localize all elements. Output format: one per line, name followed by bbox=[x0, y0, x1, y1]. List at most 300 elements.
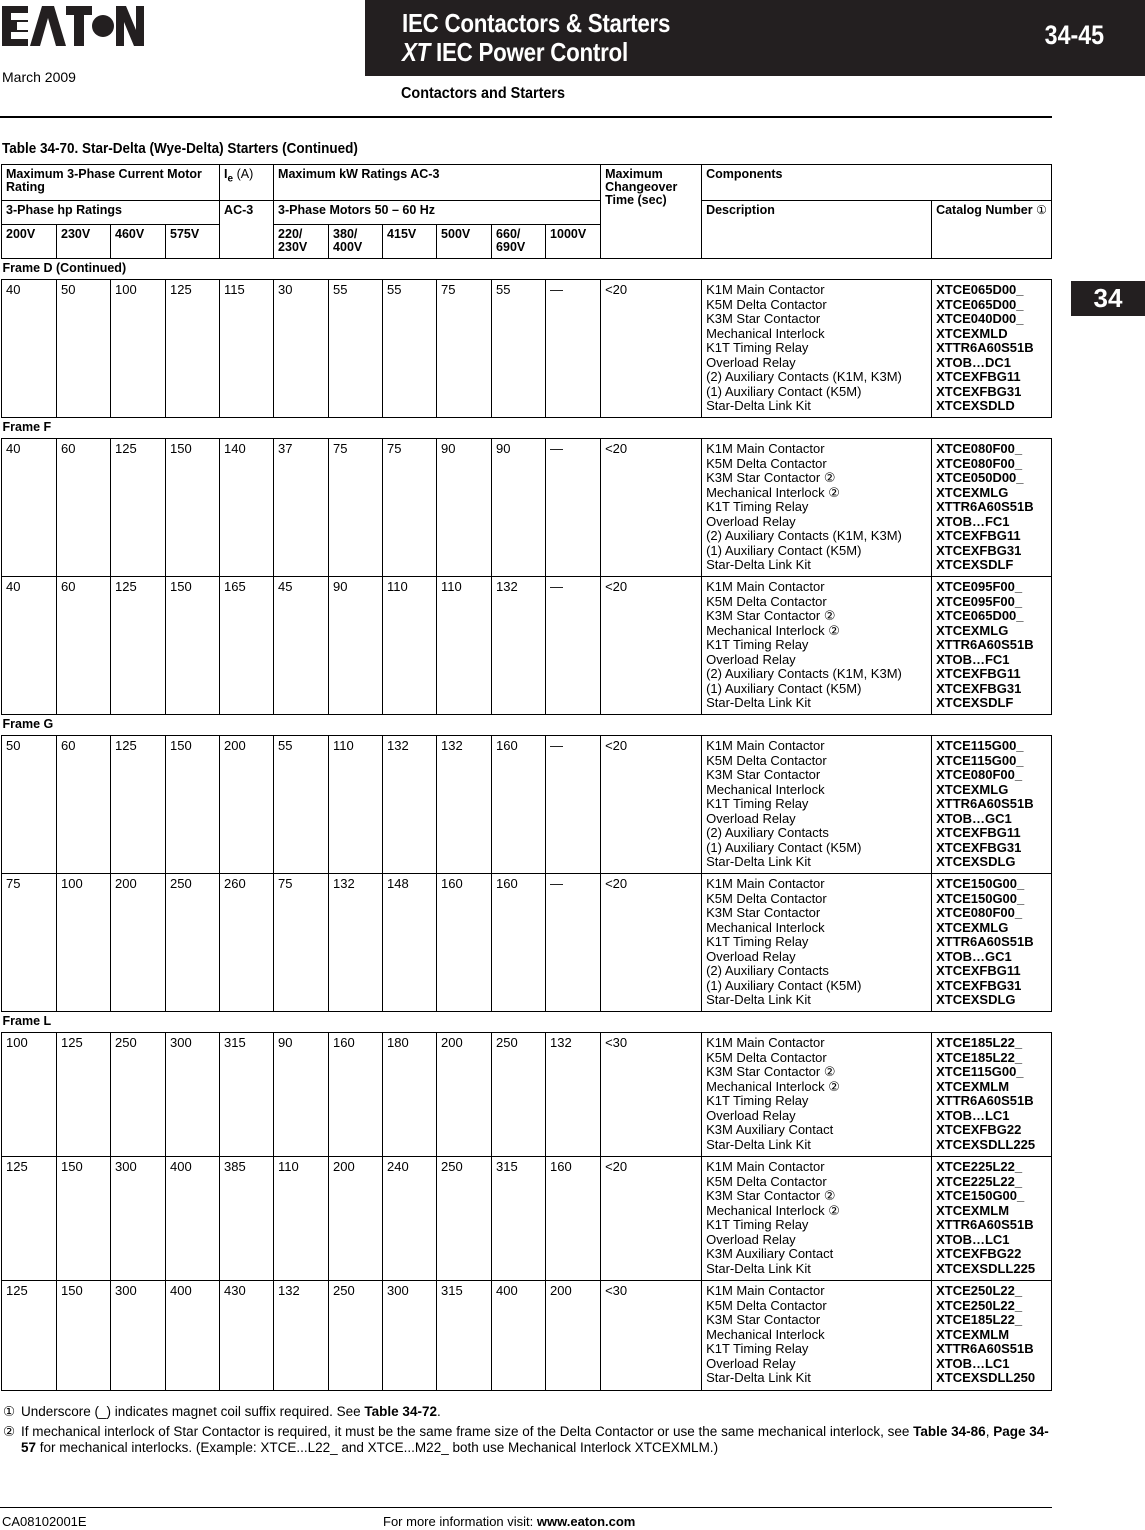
catalog-number: XTCEXFBG11 bbox=[936, 825, 1021, 840]
catalog-number: XTTR6A60S51B bbox=[936, 934, 1034, 949]
table-cell: 55 bbox=[492, 280, 546, 418]
table-cell: 50 bbox=[2, 736, 57, 874]
description-line: K5M Delta Contactor bbox=[706, 1049, 827, 1065]
description-line: Mechanical Interlock ② bbox=[706, 1078, 840, 1094]
description-line: K3M Star Contactor ② bbox=[706, 1064, 836, 1079]
header-500v: 500V bbox=[437, 225, 492, 259]
header-200v: 200V bbox=[2, 225, 57, 259]
table-cell: <30 bbox=[601, 1281, 702, 1391]
catalog-number: XTCEXSDLL225 bbox=[936, 1260, 1036, 1276]
table-body bbox=[2, 259, 1052, 1391]
header-motors: 3-Phase Motors 50 – 60 Hz bbox=[274, 201, 601, 225]
table-cell: 315 bbox=[492, 1157, 546, 1281]
catalog-numbers bbox=[932, 577, 1052, 715]
page-number: 34-45 bbox=[1044, 20, 1104, 50]
table-cell: 160 bbox=[492, 736, 546, 874]
description-line: (1) Auxiliary Contact (K5M) bbox=[706, 542, 862, 558]
table-cell: 240 bbox=[383, 1157, 437, 1281]
description-line: K1M Main Contactor bbox=[706, 1035, 825, 1050]
catalog-number: XTOB…LC1 bbox=[936, 1107, 1010, 1123]
footnote-2: ② If mechanical interlock of Star Contactor is required, it must be the same frame size of the Delta Contactor or use the same mechanical interlock, see Table 34-86, Page 34-57 for mechanical interlocks. (Example: XTCE...L22_ and XTCE...M22_ both use Mechanical Interlock XTCEXMLM.) bbox=[3, 1423, 1049, 1455]
table-cell: — bbox=[546, 577, 601, 715]
table-cell: 132 bbox=[274, 1281, 329, 1391]
catalog-number: XTCE040D00_ bbox=[936, 311, 1024, 326]
table-cell: 250 bbox=[492, 1033, 546, 1157]
description-line: K1T Timing Relay bbox=[706, 340, 809, 355]
description-line: Star-Delta Link Kit bbox=[706, 1136, 811, 1152]
header-max-current: Maximum 3-Phase Current Motor Rating bbox=[2, 165, 220, 201]
catalog-number: XTCEXSDLF bbox=[936, 557, 1014, 572]
catalog-number: XTCEXSDLF bbox=[936, 695, 1014, 710]
component-description bbox=[702, 1157, 932, 1281]
catalog-number: XTOB…LC1 bbox=[936, 1355, 1010, 1371]
description-line: K1M Main Contactor bbox=[706, 1283, 825, 1298]
header-components: Components bbox=[702, 165, 1052, 201]
table-cell: 40 bbox=[2, 577, 57, 715]
table-cell: 150 bbox=[166, 439, 220, 577]
table-row bbox=[2, 1281, 1052, 1391]
catalog-number: XTCEXSDLL225 bbox=[936, 1136, 1036, 1152]
table-cell: 110 bbox=[329, 736, 383, 874]
catalog-number: XTCEXMLM bbox=[936, 1326, 1010, 1342]
table-cell: 132 bbox=[492, 577, 546, 715]
description-line: K5M Delta Contactor bbox=[706, 455, 827, 471]
description-line: K1T Timing Relay bbox=[706, 499, 809, 514]
table-cell: 250 bbox=[111, 1033, 166, 1157]
table-cell: 115 bbox=[220, 280, 274, 418]
description-line: K3M Star Contactor ② bbox=[706, 470, 836, 485]
table-cell: 37 bbox=[274, 439, 329, 577]
table-cell: 150 bbox=[166, 577, 220, 715]
description-line: (2) Auxiliary Contacts (K1M, K3M) bbox=[706, 528, 902, 543]
doc-number: CA08102001E bbox=[2, 1514, 87, 1529]
starters-table bbox=[1, 164, 1052, 1391]
table-cell: 300 bbox=[166, 1033, 220, 1157]
catalog-number: XTCE150G00_ bbox=[936, 1188, 1025, 1203]
catalog-number: XTTR6A60S51B bbox=[936, 1341, 1034, 1356]
table-cell: 132 bbox=[329, 874, 383, 1012]
frame-label: Frame L bbox=[2, 1012, 1052, 1033]
catalog-numbers bbox=[932, 736, 1052, 874]
description-line: (2) Auxiliary Contacts bbox=[706, 825, 829, 840]
description-line: Mechanical Interlock ② bbox=[706, 1202, 840, 1218]
description-line: K5M Delta Contactor bbox=[706, 752, 827, 768]
section-tab: 34 bbox=[1071, 281, 1145, 316]
catalog-number: XTOB…FC1 bbox=[936, 513, 1010, 529]
table-cell: — bbox=[546, 874, 601, 1012]
header-changeover: Maximum Changeover Time (sec) bbox=[601, 165, 702, 259]
table-cell: <20 bbox=[601, 1157, 702, 1281]
table-row bbox=[2, 280, 1052, 418]
header-380-400v: 380/ 400V bbox=[329, 225, 383, 259]
table-cell: 160 bbox=[329, 1033, 383, 1157]
table-cell: 45 bbox=[274, 577, 329, 715]
catalog-number: XTCEXFBG31 bbox=[936, 977, 1022, 993]
catalog-number: XTCEXFBG22 bbox=[936, 1246, 1022, 1261]
description-line: (2) Auxiliary Contacts (K1M, K3M) bbox=[706, 666, 902, 681]
title-line-2 bbox=[402, 37, 628, 68]
frame-label-row bbox=[2, 259, 1052, 280]
header-660-690v: 660/ 690V bbox=[492, 225, 546, 259]
table-cell: 200 bbox=[437, 1033, 492, 1157]
table-cell: 110 bbox=[274, 1157, 329, 1281]
footer-info: For more information visit: www.eaton.com bbox=[383, 1514, 636, 1529]
description-line: (1) Auxiliary Contact (K5M) bbox=[706, 977, 862, 993]
footnotes bbox=[2, 1404, 1050, 1460]
catalog-number: XTCEXFBG31 bbox=[936, 680, 1022, 696]
description-line: K1M Main Contactor bbox=[706, 441, 825, 456]
table-cell: 100 bbox=[57, 874, 111, 1012]
table-cell: 55 bbox=[329, 280, 383, 418]
table-cell: 150 bbox=[57, 1281, 111, 1391]
catalog-number: XTCEXFBG11 bbox=[936, 369, 1021, 384]
catalog-number: XTTR6A60S51B bbox=[936, 340, 1034, 355]
table-cell: 60 bbox=[57, 577, 111, 715]
title-line-1: IEC Contactors & Starters bbox=[402, 8, 671, 38]
description-line: K5M Delta Contactor bbox=[706, 890, 827, 906]
table-row bbox=[2, 736, 1052, 874]
table-cell: 50 bbox=[57, 280, 111, 418]
table-cell: 90 bbox=[274, 1033, 329, 1157]
table-cell: <20 bbox=[601, 874, 702, 1012]
table-cell: 160 bbox=[437, 874, 492, 1012]
header-415v: 415V bbox=[383, 225, 437, 259]
table-cell: 132 bbox=[546, 1033, 601, 1157]
catalog-number: XTCE080F00_ bbox=[936, 441, 1023, 456]
catalog-number: XTCE065D00_ bbox=[936, 282, 1024, 297]
catalog-number: XTCEXFBG31 bbox=[936, 383, 1022, 399]
table-cell: 125 bbox=[111, 577, 166, 715]
description-line: K1T Timing Relay bbox=[706, 934, 809, 949]
frame-label-row bbox=[2, 1012, 1052, 1033]
table-row bbox=[2, 1033, 1052, 1157]
description-line: Mechanical Interlock bbox=[706, 1326, 825, 1342]
catalog-number: XTCE225L22_ bbox=[936, 1173, 1023, 1189]
table-cell: 160 bbox=[546, 1157, 601, 1281]
catalog-number: XTTR6A60S51B bbox=[936, 499, 1034, 514]
header-ac3: AC-3 bbox=[220, 201, 274, 259]
table-cell: 125 bbox=[2, 1281, 57, 1391]
description-line: K5M Delta Contactor bbox=[706, 1173, 827, 1189]
table-cell: 40 bbox=[2, 280, 57, 418]
table-cell: 150 bbox=[57, 1157, 111, 1281]
catalog-number: XTCEXMLD bbox=[936, 325, 1008, 341]
description-line: K3M Star Contactor bbox=[706, 905, 821, 920]
description-line: Mechanical Interlock bbox=[706, 325, 825, 341]
table-cell: 90 bbox=[329, 577, 383, 715]
catalog-number: XTCE115G00_ bbox=[936, 1064, 1024, 1079]
table-cell: <20 bbox=[601, 736, 702, 874]
table-cell: — bbox=[546, 280, 601, 418]
catalog-number: XTCEXSDLD bbox=[936, 398, 1015, 413]
description-line: K5M Delta Contactor bbox=[706, 1297, 827, 1313]
description-line: K1M Main Contactor bbox=[706, 1159, 825, 1174]
table-row bbox=[2, 1157, 1052, 1281]
description-line: K1T Timing Relay bbox=[706, 1093, 809, 1108]
table-cell: 75 bbox=[2, 874, 57, 1012]
catalog-number: XTTR6A60S51B bbox=[936, 637, 1034, 652]
table-cell: 100 bbox=[2, 1033, 57, 1157]
eaton-logo bbox=[2, 6, 144, 46]
catalog-number: XTCE250L22_ bbox=[936, 1297, 1023, 1313]
table-cell: 180 bbox=[383, 1033, 437, 1157]
table-cell: 75 bbox=[274, 874, 329, 1012]
description-line: K5M Delta Contactor bbox=[706, 296, 827, 312]
catalog-number: XTCEXSDLL250 bbox=[936, 1370, 1036, 1385]
catalog-number: XTCE095F00_ bbox=[936, 593, 1023, 609]
catalog-numbers bbox=[932, 280, 1052, 418]
table-cell: 200 bbox=[546, 1281, 601, 1391]
component-description bbox=[702, 736, 932, 874]
catalog-number: XTCEXMLG bbox=[936, 781, 1009, 797]
description-line: Star-Delta Link Kit bbox=[706, 854, 811, 869]
catalog-number: XTCEXFBG31 bbox=[936, 839, 1022, 855]
header-max-kw: Maximum kW Ratings AC-3 bbox=[274, 165, 601, 201]
table-cell: 110 bbox=[437, 577, 492, 715]
catalog-number: XTCEXSDLG bbox=[936, 854, 1016, 869]
description-line: Mechanical Interlock bbox=[706, 919, 825, 935]
table-cell: 75 bbox=[383, 439, 437, 577]
catalog-number: XTCE065D00_ bbox=[936, 608, 1024, 623]
title-block bbox=[365, 0, 1145, 76]
description-line: Star-Delta Link Kit bbox=[706, 557, 811, 572]
subsection-title: Contactors and Starters bbox=[401, 85, 566, 102]
description-line: Star-Delta Link Kit bbox=[706, 398, 811, 413]
description-line: Star-Delta Link Kit bbox=[706, 992, 811, 1007]
catalog-number: XTCE150G00_ bbox=[936, 890, 1025, 906]
table-cell: 60 bbox=[57, 439, 111, 577]
table-cell: 385 bbox=[220, 1157, 274, 1281]
header-rule bbox=[0, 116, 1052, 118]
table-cell: 60 bbox=[57, 736, 111, 874]
table-cell: 125 bbox=[111, 736, 166, 874]
catalog-number: XTCEXMLG bbox=[936, 484, 1009, 500]
catalog-number: XTTR6A60S51B bbox=[936, 1217, 1034, 1232]
component-description bbox=[702, 1281, 932, 1391]
publication-date: March 2009 bbox=[2, 69, 76, 85]
description-line: (1) Auxiliary Contact (K5M) bbox=[706, 680, 862, 696]
catalog-number: XTCE185L22_ bbox=[936, 1035, 1023, 1050]
description-line: Overload Relay bbox=[706, 1107, 796, 1123]
table-cell: 400 bbox=[166, 1157, 220, 1281]
table-cell: 260 bbox=[220, 874, 274, 1012]
table-cell: 165 bbox=[220, 577, 274, 715]
catalog-number: XTCEXFBG11 bbox=[936, 963, 1021, 978]
catalog-number: XTCE080F00_ bbox=[936, 905, 1023, 920]
description-line: K3M Star Contactor ② bbox=[706, 1188, 836, 1203]
table-cell: 132 bbox=[383, 736, 437, 874]
table-cell: 250 bbox=[166, 874, 220, 1012]
frame-label: Frame D (Continued) bbox=[2, 259, 1052, 280]
footer-link[interactable]: www.eaton.com bbox=[536, 1514, 636, 1529]
catalog-numbers bbox=[932, 1033, 1052, 1157]
table-cell: 200 bbox=[329, 1157, 383, 1281]
component-description bbox=[702, 577, 932, 715]
catalog-number: XTCE225L22_ bbox=[936, 1159, 1023, 1174]
table-cell: 315 bbox=[220, 1033, 274, 1157]
catalog-number: XTCE050D00_ bbox=[936, 470, 1024, 485]
catalog-number: XTCE185L22_ bbox=[936, 1049, 1023, 1065]
footer-rule bbox=[0, 1507, 1052, 1508]
catalog-number: XTCE115G00_ bbox=[936, 738, 1024, 753]
description-line: K5M Delta Contactor bbox=[706, 593, 827, 609]
table-cell: 250 bbox=[437, 1157, 492, 1281]
description-line: Overload Relay bbox=[706, 1231, 796, 1247]
catalog-number: XTCE080F00_ bbox=[936, 455, 1023, 471]
description-line: K3M Star Contactor bbox=[706, 767, 821, 782]
header-catalog: Catalog Number ① bbox=[932, 201, 1052, 259]
catalog-numbers bbox=[932, 439, 1052, 577]
catalog-number: XTCEXFBG11 bbox=[936, 666, 1021, 681]
description-line: K1T Timing Relay bbox=[706, 637, 809, 652]
catalog-number: XTCEXSDLG bbox=[936, 992, 1016, 1007]
catalog-number: XTOB…GC1 bbox=[936, 948, 1012, 964]
catalog-number: XTCE150G00_ bbox=[936, 876, 1025, 891]
footnote-2-mark: ② bbox=[3, 1423, 16, 1439]
table-cell: <30 bbox=[601, 1033, 702, 1157]
frame-label: Frame F bbox=[2, 418, 1052, 439]
description-line: K3M Star Contactor bbox=[706, 311, 821, 326]
catalog-number: XTCE080F00_ bbox=[936, 767, 1023, 782]
table-cell: 250 bbox=[329, 1281, 383, 1391]
component-description bbox=[702, 874, 932, 1012]
frame-label-row bbox=[2, 715, 1052, 736]
table-cell: 100 bbox=[111, 280, 166, 418]
table-row bbox=[2, 874, 1052, 1012]
table-cell: 300 bbox=[383, 1281, 437, 1391]
catalog-number: XTCEXMLG bbox=[936, 919, 1009, 935]
description-line: K3M Auxiliary Contact bbox=[706, 1122, 834, 1137]
catalog-number: XTCE065D00_ bbox=[936, 296, 1024, 312]
table-cell: — bbox=[546, 736, 601, 874]
table-cell: 55 bbox=[383, 280, 437, 418]
catalog-number: XTTR6A60S51B bbox=[936, 796, 1034, 811]
catalog-number: XTCE250L22_ bbox=[936, 1283, 1023, 1298]
header-220-230v: 220/ 230V bbox=[274, 225, 329, 259]
catalog-number: XTCEXMLG bbox=[936, 622, 1009, 638]
table-cell: 148 bbox=[383, 874, 437, 1012]
description-line: K1M Main Contactor bbox=[706, 282, 825, 297]
catalog-number: XTOB…DC1 bbox=[936, 354, 1011, 370]
description-line: K1M Main Contactor bbox=[706, 876, 825, 891]
table-cell: 132 bbox=[437, 736, 492, 874]
description-line: Star-Delta Link Kit bbox=[706, 1370, 811, 1385]
catalog-number: XTCEXMLM bbox=[936, 1202, 1010, 1218]
footnote-1: ① Underscore (_) indicates magnet coil suffix required. See Table 34-72. bbox=[3, 1404, 441, 1419]
description-line: K3M Auxiliary Contact bbox=[706, 1246, 834, 1261]
table-cell: 90 bbox=[492, 439, 546, 577]
table-cell: 110 bbox=[383, 577, 437, 715]
table-cell: <20 bbox=[601, 280, 702, 418]
description-line: Overload Relay bbox=[706, 354, 796, 370]
catalog-number: XTOB…GC1 bbox=[936, 810, 1012, 826]
title-rest: IEC Power Control bbox=[430, 37, 628, 67]
description-line: (1) Auxiliary Contact (K5M) bbox=[706, 839, 862, 855]
description-line: K1M Main Contactor bbox=[706, 738, 825, 753]
header-1000v: 1000V bbox=[546, 225, 601, 259]
catalog-number: XTOB…LC1 bbox=[936, 1231, 1010, 1247]
catalog-number: XTTR6A60S51B bbox=[936, 1093, 1034, 1108]
table-cell: 125 bbox=[166, 280, 220, 418]
table-cell: 430 bbox=[220, 1281, 274, 1391]
header-575v: 575V bbox=[166, 225, 220, 259]
description-line: K1T Timing Relay bbox=[706, 1217, 809, 1232]
description-line: Star-Delta Link Kit bbox=[706, 1260, 811, 1276]
header-description: Description bbox=[702, 201, 932, 259]
catalog-number: XTCE185L22_ bbox=[936, 1312, 1023, 1327]
description-line: Mechanical Interlock ② bbox=[706, 622, 840, 638]
catalog-number: XTCEXMLM bbox=[936, 1078, 1010, 1094]
table-cell: 150 bbox=[166, 736, 220, 874]
description-line: Overload Relay bbox=[706, 513, 796, 529]
table-cell: <20 bbox=[601, 577, 702, 715]
catalog-number: XTCE095F00_ bbox=[936, 579, 1023, 594]
description-line: Mechanical Interlock bbox=[706, 781, 825, 797]
table-cell: 40 bbox=[2, 439, 57, 577]
description-line: (2) Auxiliary Contacts (K1M, K3M) bbox=[706, 369, 902, 384]
catalog-number: XTCEXFBG31 bbox=[936, 542, 1022, 558]
description-line: K3M Star Contactor ② bbox=[706, 608, 836, 623]
footnote-1-mark: ① bbox=[3, 1404, 16, 1419]
frame-label-row bbox=[2, 418, 1052, 439]
table-cell: 75 bbox=[329, 439, 383, 577]
catalog-numbers bbox=[932, 1157, 1052, 1281]
table-cell: 30 bbox=[274, 280, 329, 418]
description-line: Overload Relay bbox=[706, 810, 796, 826]
table-cell: 125 bbox=[111, 439, 166, 577]
table-cell: 200 bbox=[220, 736, 274, 874]
table-caption: Table 34-70. Star-Delta (Wye-Delta) Starters (Continued) bbox=[2, 140, 358, 157]
description-line: Overload Relay bbox=[706, 1355, 796, 1371]
catalog-numbers bbox=[932, 1281, 1052, 1391]
description-line: K1M Main Contactor bbox=[706, 579, 825, 594]
table-cell: 300 bbox=[111, 1157, 166, 1281]
description-line: Overload Relay bbox=[706, 651, 796, 667]
table-cell: 300 bbox=[111, 1281, 166, 1391]
table-cell: — bbox=[546, 439, 601, 577]
catalog-number: XTCE115G00_ bbox=[936, 752, 1024, 768]
table-cell: 400 bbox=[492, 1281, 546, 1391]
header-ie: $I_e$ (A) bbox=[220, 165, 274, 201]
description-line: (2) Auxiliary Contacts bbox=[706, 963, 829, 978]
catalog-number: XTCEXFBG11 bbox=[936, 528, 1021, 543]
description-line: K1T Timing Relay bbox=[706, 796, 809, 811]
table-row bbox=[2, 439, 1052, 577]
header-230v: 230V bbox=[57, 225, 111, 259]
description-line: (1) Auxiliary Contact (K5M) bbox=[706, 383, 862, 399]
component-description bbox=[702, 439, 932, 577]
description-line: Star-Delta Link Kit bbox=[706, 695, 811, 710]
title-xt: XT bbox=[402, 37, 431, 67]
header-460v: 460V bbox=[111, 225, 166, 259]
component-description bbox=[702, 280, 932, 418]
frame-label: Frame G bbox=[2, 715, 1052, 736]
table-cell: <20 bbox=[601, 439, 702, 577]
table-cell: 400 bbox=[166, 1281, 220, 1391]
component-description bbox=[702, 1033, 932, 1157]
description-line: K3M Star Contactor bbox=[706, 1312, 821, 1327]
table-cell: 125 bbox=[2, 1157, 57, 1281]
table-cell: 160 bbox=[492, 874, 546, 1012]
header-hp-ratings: 3-Phase hp Ratings bbox=[2, 201, 220, 225]
table-cell: 90 bbox=[437, 439, 492, 577]
description-line: K1T Timing Relay bbox=[706, 1341, 809, 1356]
table-cell: 315 bbox=[437, 1281, 492, 1391]
catalog-number: XTCEXFBG22 bbox=[936, 1122, 1022, 1137]
table-cell: 200 bbox=[111, 874, 166, 1012]
table-cell: 125 bbox=[57, 1033, 111, 1157]
table-cell: 140 bbox=[220, 439, 274, 577]
